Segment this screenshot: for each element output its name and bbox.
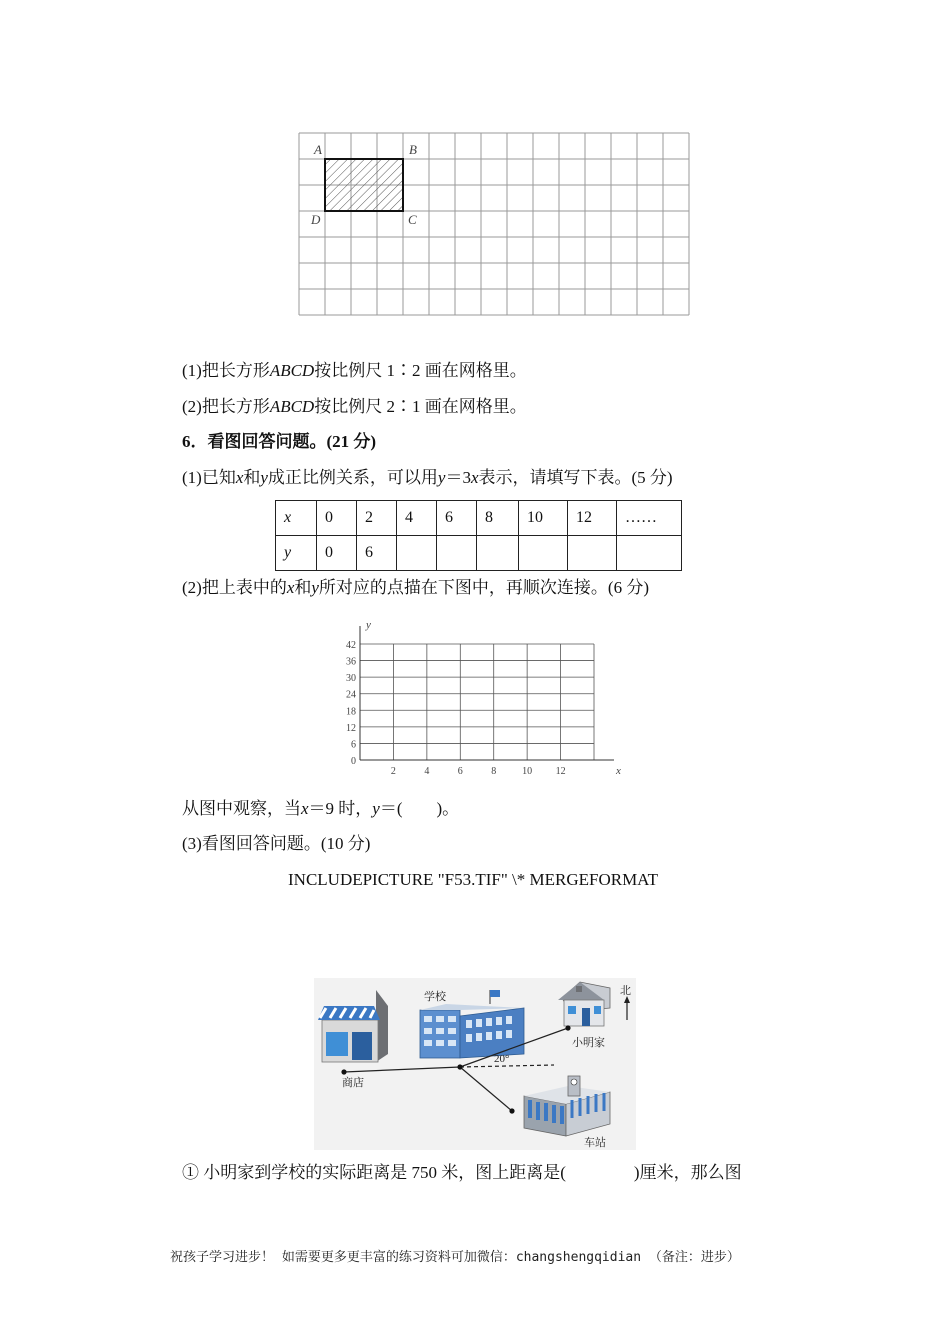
question-6-2: (2)把上表中的x和y所对应的点描在下图中，再顺次连接。(6 分) bbox=[182, 578, 649, 597]
table-cell: 8 bbox=[477, 501, 519, 536]
chart-x-tick-label: 8 bbox=[491, 766, 497, 777]
table-cell: 6 bbox=[437, 501, 477, 536]
home-label: 小明家 bbox=[572, 1037, 605, 1049]
table-cell bbox=[617, 536, 682, 571]
label-c: C bbox=[408, 212, 417, 227]
question-6-3: (3)看图回答问题。(10 分) bbox=[182, 834, 371, 853]
chart-y-tick-label: 18 bbox=[346, 706, 356, 718]
table-cell: x bbox=[276, 501, 317, 536]
school-label: 学校 bbox=[424, 991, 446, 1003]
chart-x-tick-label: 2 bbox=[390, 766, 396, 777]
chart-x-tick-label: 12 bbox=[555, 766, 566, 777]
chart-x-tick-label: 10 bbox=[522, 766, 533, 777]
chart-y-tick-label: 12 bbox=[346, 722, 356, 734]
question-5-1: (1)把长方形ABCD按比例尺 1∶2 画在网格里。 bbox=[182, 361, 527, 380]
question-6-observe: 从图中观察，当x＝9 时，y＝( )。 bbox=[182, 799, 460, 818]
rectangle-abcd bbox=[325, 159, 403, 211]
question-6-3-1: ① 小明家到学校的实际距离是 750 米，图上距离是( )厘米，那么图 bbox=[182, 1163, 742, 1182]
grid-figure bbox=[298, 132, 694, 318]
chart-y-tick-label: 36 bbox=[346, 656, 356, 668]
table-cell: 6 bbox=[357, 536, 397, 571]
chart-y-axis-label: y bbox=[366, 619, 371, 631]
table-cell bbox=[519, 536, 568, 571]
map-illustration bbox=[314, 978, 636, 1150]
label-b: B bbox=[409, 142, 417, 157]
table-cell bbox=[437, 536, 477, 571]
table-cell: 0 bbox=[317, 501, 357, 536]
table-cell: 12 bbox=[568, 501, 617, 536]
page-footer: 祝孩子学习进步！ 如需要更多更丰富的练习资料可加微信：changshengqidian （备注：进步） bbox=[170, 1250, 740, 1265]
table-cell bbox=[397, 536, 437, 571]
chart-y-tick-label: 24 bbox=[346, 689, 356, 701]
table-cell bbox=[477, 536, 519, 571]
include-picture-field: INCLUDEPICTURE "F53.TIF" \* MERGEFORMAT bbox=[288, 870, 658, 889]
chart-y-tick-label: 30 bbox=[346, 673, 356, 685]
chart-x-axis-label: x bbox=[616, 765, 621, 777]
chart-y-tick-label: 6 bbox=[351, 739, 356, 751]
table-row-x bbox=[276, 501, 682, 536]
angle-label: 20° bbox=[494, 1053, 510, 1065]
coordinate-chart bbox=[330, 612, 630, 784]
station-label: 车站 bbox=[584, 1137, 606, 1149]
table-cell: 0 bbox=[317, 536, 357, 571]
table-cell: 10 bbox=[519, 501, 568, 536]
table-row-y bbox=[276, 536, 682, 571]
north-label: 北 bbox=[620, 985, 631, 997]
label-a: A bbox=[314, 142, 322, 157]
chart-x-tick-label: 6 bbox=[457, 766, 463, 777]
shop-label: 商店 bbox=[342, 1077, 364, 1089]
table-cell: 4 bbox=[397, 501, 437, 536]
chart-x-tick-label: 4 bbox=[424, 766, 430, 777]
table-cell: 2 bbox=[357, 501, 397, 536]
xy-table bbox=[275, 500, 682, 571]
question-6-title: 6．看图回答问题。(21 分) bbox=[182, 432, 377, 451]
chart-y-tick-label: 42 bbox=[346, 640, 356, 651]
table-cell: y bbox=[276, 536, 317, 571]
label-d: D bbox=[311, 212, 321, 227]
table-cell: …… bbox=[617, 501, 682, 536]
question-5-2: (2)把长方形ABCD按比例尺 2∶1 画在网格里。 bbox=[182, 397, 527, 416]
chart-y-tick-label: 0 bbox=[351, 756, 356, 767]
table-cell bbox=[568, 536, 617, 571]
question-6-1: (1)已知x和y成正比例关系，可以用y＝3x表示，请填写下表。(5 分) bbox=[182, 468, 673, 487]
